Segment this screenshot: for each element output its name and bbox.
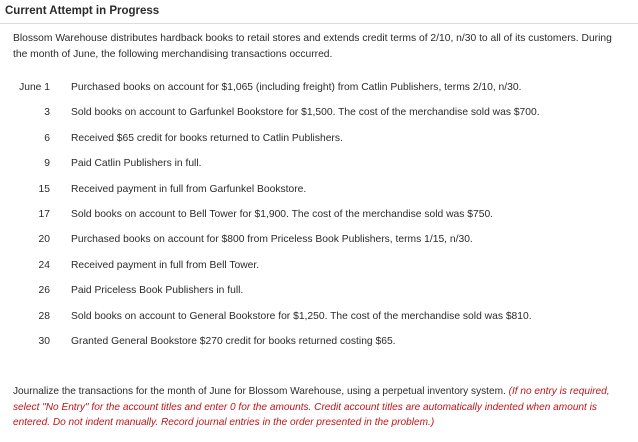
instructions-note: (If no entry is required, select "No Entry" for the account titles and enter 0 for the amounts. Credit account titles are automatically indented when amount is entered. Do not indent manually. Record journal entries in the order presented in the problem.) bbox=[13, 386, 610, 428]
transaction-row bbox=[0, 257, 638, 282]
transaction-date: 26 bbox=[38, 285, 50, 297]
transaction-date: June 1 bbox=[19, 82, 50, 93]
problem-intro: Blossom Warehouse distributes hardback books to retail stores and extends credit terms of 2/10, n/30 to all of its customers. During the month of June, the following merchandising transactions occurred. bbox=[13, 33, 612, 60]
transaction-description: Paid Priceless Book Publishers in full. bbox=[71, 285, 244, 297]
transaction-description: Paid Catlin Publishers in full. bbox=[71, 158, 202, 170]
transaction-description: Received payment in full from Bell Tower. bbox=[71, 259, 260, 271]
instructions-text: Journalize the transactions for the month of June for Blossom Warehouse, using a perpetual inventory system. bbox=[13, 386, 509, 397]
transaction-description: Sold books on account to General Bookstore for $1,250. The cost of the merchandise sold was $810. bbox=[71, 310, 532, 322]
transaction-description: Sold books on account to Garfunkel Bookstore for $1,500. The cost of the merchandise sold was $700. bbox=[71, 107, 540, 119]
transaction-row bbox=[0, 79, 638, 104]
transaction-row bbox=[0, 206, 638, 231]
transaction-list bbox=[0, 79, 638, 358]
transaction-row bbox=[0, 130, 638, 155]
section-title: Current Attempt in Progress bbox=[5, 5, 160, 17]
transaction-description: Purchased books on account for $1,065 (including freight) from Catlin Publishers, terms 2/10, n/30. bbox=[71, 82, 522, 93]
transaction-date: 15 bbox=[38, 183, 50, 195]
transaction-row bbox=[0, 333, 638, 358]
transaction-row bbox=[0, 308, 638, 333]
instructions bbox=[13, 384, 633, 431]
transaction-description: Received payment in full from Garfunkel Bookstore. bbox=[71, 183, 307, 195]
transaction-description: Purchased books on account for $800 from Priceless Book Publishers, terms 1/15, n/30. bbox=[71, 234, 473, 246]
transaction-description: Received $65 credit for books returned to Catlin Publishers. bbox=[71, 132, 343, 144]
transaction-date: 6 bbox=[44, 132, 50, 144]
transaction-date: 9 bbox=[44, 158, 50, 170]
transaction-row bbox=[0, 181, 638, 206]
transaction-date: 20 bbox=[38, 234, 50, 246]
transaction-row bbox=[0, 155, 638, 180]
transaction-date: 17 bbox=[38, 208, 50, 220]
transaction-row bbox=[0, 104, 638, 129]
transaction-description: Granted General Bookstore $270 credit for books returned costing $65. bbox=[71, 335, 396, 347]
transaction-row bbox=[0, 282, 638, 307]
transaction-date: 28 bbox=[38, 310, 50, 322]
transaction-date: 24 bbox=[38, 259, 50, 271]
transaction-description: Sold books on account to Bell Tower for $1,900. The cost of the merchandise sold was $750. bbox=[71, 208, 494, 220]
transaction-date: 30 bbox=[38, 335, 50, 347]
section-header bbox=[0, 0, 638, 24]
header-divider bbox=[0, 23, 638, 24]
transaction-row bbox=[0, 231, 638, 256]
transaction-date: 3 bbox=[44, 107, 50, 119]
